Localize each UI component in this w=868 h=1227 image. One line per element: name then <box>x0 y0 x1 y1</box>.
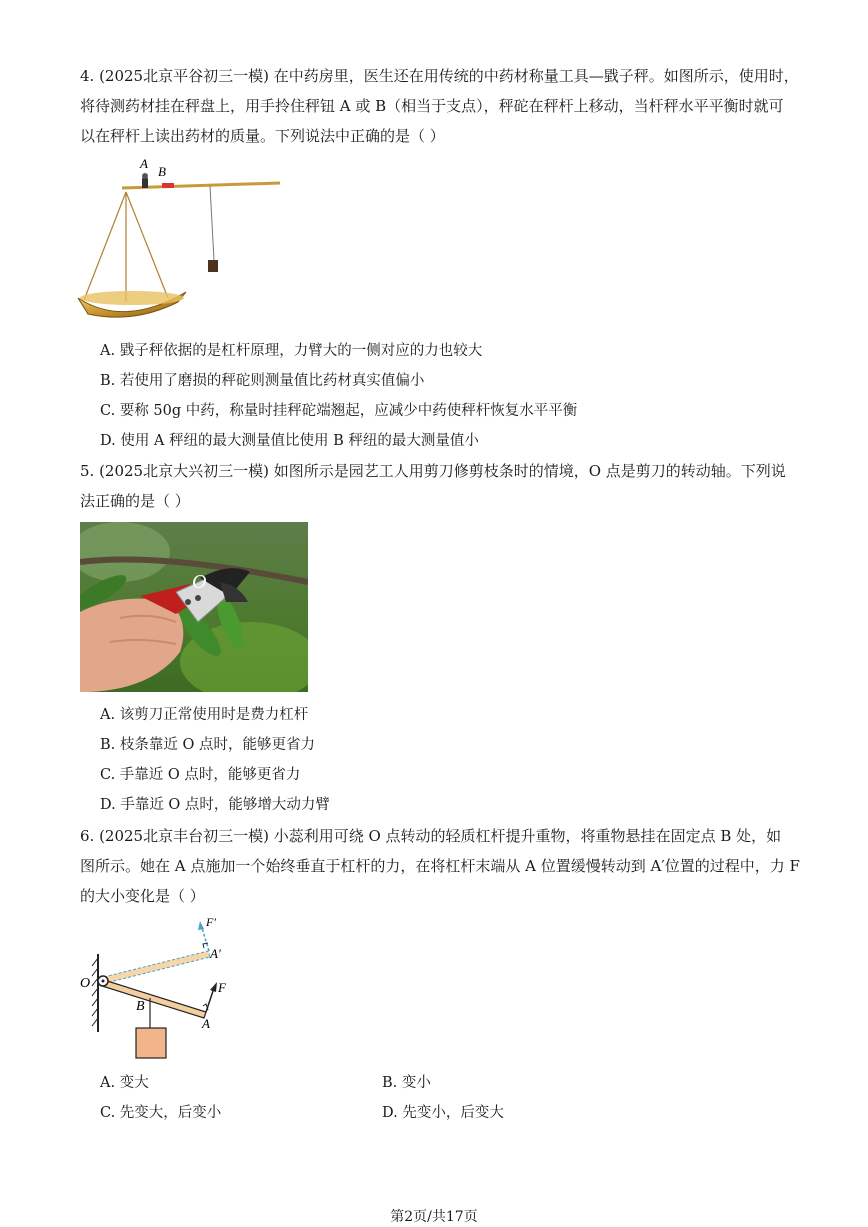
q4-option-a: A. 戥子秤依据的是杠杆原理，力臂大的一侧对应的力也较大 <box>100 343 483 359</box>
q6-option-a: A. 变大 <box>100 1075 149 1091</box>
q6-option-c: C. 先变大，后变小 <box>100 1105 222 1121</box>
lever-diagram <box>76 914 256 1064</box>
q5-option-d: D. 手靠近 O 点时，能够增大动力臂 <box>100 797 330 813</box>
q6-fig-label-a: A <box>202 1016 210 1031</box>
q4-option-b: B. 若使用了磨损的秤砣则测量值比药材真实值偏小 <box>100 373 425 389</box>
q4-fig-label-b: B <box>158 164 166 179</box>
steelyard-figure <box>74 152 286 330</box>
q4-stem-line-1: 4. (2025北京平谷初三一模) 在中药房里，医生还在用传统的中药材称量工具—戥子秤。如图所示，使用时， <box>80 67 799 85</box>
q6-fig-label-a-prime: A′ <box>210 946 221 961</box>
q6-stem-line-2: 图所示。她在 A 点施加一个始终垂直于杠杆的力，在将杠杆末端从 A 位置缓慢转动到 A′位置的过程中，力 F <box>80 857 800 875</box>
q4-option-d: D. 使用 A 秤纽的最大测量值比使用 B 秤纽的最大测量值小 <box>100 433 479 449</box>
q6-option-d: D. 先变小，后变大 <box>382 1105 504 1121</box>
page-number-footer: 第2页/共17页 <box>390 1209 478 1225</box>
q6-option-b: B. 变小 <box>382 1075 431 1091</box>
q5-stem-line-2: 法正确的是（ ） <box>80 492 190 510</box>
q5-stem-line-1: 5. (2025北京大兴初三一模) 如图所示是园艺工人用剪刀修剪枝条时的情境，O 点是剪刀的转动轴。下列说 <box>80 462 786 480</box>
q5-fig-label-o: O <box>192 571 207 593</box>
q5-option-c: C. 手靠近 O 点时，能够更省力 <box>100 767 301 783</box>
q5-option-a: A. 该剪刀正常使用时是费力杠杆 <box>100 707 309 723</box>
q6-fig-label-o: O <box>80 976 91 991</box>
q4-option-c: C. 要称 50g 中药，称量时挂秤砣端翘起，应减少中药使秤杆恢复水平平衡 <box>100 403 578 419</box>
q4-fig-label-a: A <box>140 156 148 171</box>
q6-stem-line-3: 的大小变化是（ ） <box>80 887 205 905</box>
q5-option-b: B. 枝条靠近 O 点时，能够更省力 <box>100 737 315 753</box>
q4-stem-line-3: 以在秤杆上读出药材的质量。下列说法中正确的是（ ） <box>80 127 445 145</box>
q6-fig-label-b: B <box>136 999 145 1014</box>
q6-fig-label-f: F <box>218 980 226 995</box>
q6-stem-line-1: 6. (2025北京丰台初三一模) 小蕊利用可绕 O 点转动的轻质杠杆提升重物，将重物悬挂在固定点 B 处，如 <box>80 827 782 845</box>
q4-stem-line-2: 将待测药材挂在秤盘上，用手拎住秤钮 A 或 B（相当于支点），秤砣在秤杆上移动，当杆秤水平平衡时就可 <box>80 97 784 115</box>
q6-fig-label-f-prime: F′ <box>206 915 216 929</box>
pruning-shears-photo <box>80 522 308 692</box>
